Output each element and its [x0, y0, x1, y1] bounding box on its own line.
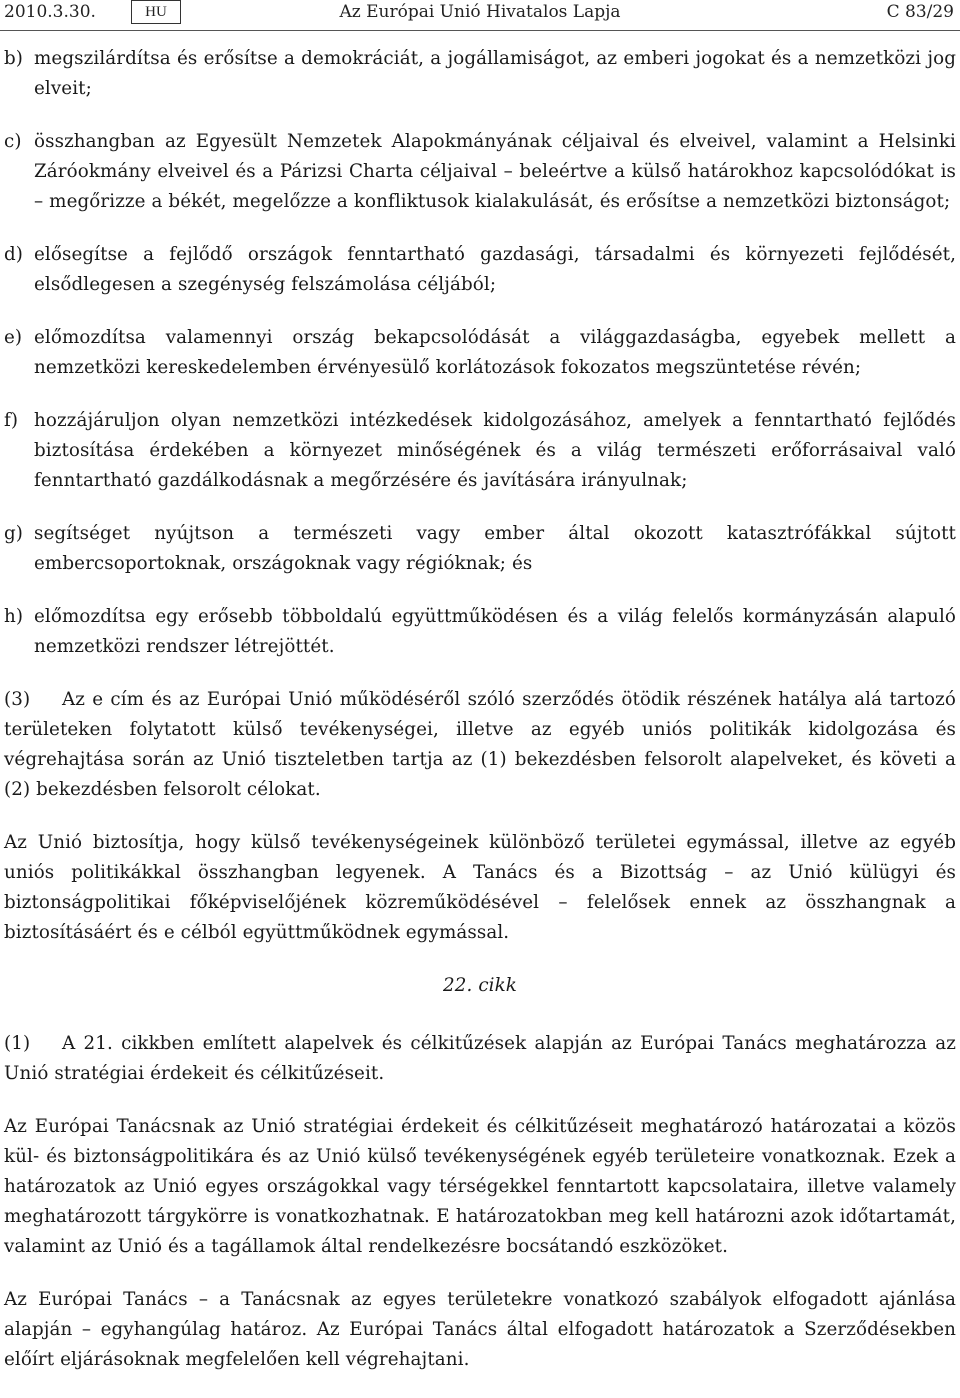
list-item-label: e) [4, 327, 23, 348]
list-item-text: előmozdítsa egy erősebb többoldalú együttműködésen és a világ felelős kormányzásán alapuló nemzetközi rendszer létrejöttét. [34, 606, 956, 657]
paragraph-3-continued: Az Unió biztosítja, hogy külső tevékenységeinek különböző területei egymással, illetve az egyéb uniós politikákkal összhangban legyenek. A Tanács és a Bizottság – az Unió külügyi és biztonságpolitikai főképviselőjének közreműködésével – felelősek ennek az összhangnak a biztosításáért és e célból együttműködnek egymással. [4, 832, 956, 943]
list-item-label: d) [4, 244, 24, 265]
list-item-text: előmozdítsa valamennyi ország bekapcsolódását a világgazdaságba, egyebek mellett a nemzetközi kereskedelemben érvényesülő korlátozások fokozatos megszüntetése révén; [34, 327, 956, 378]
paragraph-text: Az e cím és az Európai Unió működéséről szóló szerződés ötödik részének hatálya alá tartozó területeken folytatott külső tevékenységei, illetve az egyéb uniós politikák kidolgozása és végrehajtása során az Unió tiszteletben tartja az (1) bekezdésben felsorolt alapelveket, és követi a (2) bekezdésben felsorolt célokat. [4, 689, 956, 800]
list-item-text: megszilárdítsa és erősítse a demokráciát, a jogállamiságot, az emberi jogokat és a nemzetközi jog elveit; [34, 48, 956, 99]
list-item [4, 519, 956, 579]
journal-title: Az Európai Unió Hivatalos Lapja [339, 2, 621, 22]
document-body [4, 44, 956, 1398]
list-item [4, 127, 956, 217]
paragraph-3 [4, 685, 956, 805]
article-title: 22. cikk [443, 975, 517, 996]
page-header [0, 0, 960, 30]
language-badge: HU [131, 0, 181, 24]
article-paragraph-2: Az Európai Tanácsnak az Unió stratégiai érdekeit és célkitűzéseit meghatározó határozatai a közös kül- és biztonságpolitikára és az Unió külső tevékenységének egyéb területeire vonatkoznak. Ezek a határozatok az Unió egyes országokkal vagy térségekkel fenntartott kapcsolataira, illetve valamely meghatározott tárgykörre is vonatkozhatnak. E határozatokban meg kell határozni azok időtartamát, valamint az Unió és a tagállamok által rendelkezésre bocsátandó eszközöket. [4, 1116, 956, 1257]
list-item [4, 240, 956, 300]
list-item-label: g) [4, 523, 24, 544]
list-item-label: h) [4, 606, 24, 627]
page-reference: C 83/29 [886, 2, 954, 22]
list-item-text: elősegítse a fejlődő országok fenntartható gazdasági, társadalmi és környezeti fejlődését, elsődlegesen a szegénység felszámolása céljából; [34, 244, 956, 295]
publication-date: 2010.3.30. [4, 2, 96, 22]
article-paragraph-1 [4, 1029, 956, 1089]
list-item [4, 602, 956, 662]
article-paragraph-3: Az Európai Tanács – a Tanácsnak az egyes területekre vonatkozó szabályok elfogadott ajánlása alapján – egyhangúlag határoz. Az Európai Tanács által elfogadott határozatok a Szerződésekben előírt eljárásoknak megfelelően kell végrehajtani. [4, 1289, 956, 1370]
list-item-text: segítséget nyújtson a természeti vagy ember által okozott katasztrófákkal sújtott embercsoportoknak, országoknak vagy régióknak; és [34, 523, 956, 574]
list-item [4, 323, 956, 383]
paragraph-number: (3) [4, 689, 31, 710]
paragraph-text: A 21. cikkben említett alapelvek és célkitűzések alapján az Európai Tanács meghatározza az Unió stratégiai érdekeit és célkitűzéseit. [4, 1033, 956, 1084]
list-item [4, 406, 956, 496]
paragraph-number: (1) [4, 1033, 31, 1054]
list-item-label: b) [4, 48, 24, 69]
list-item-label: f) [4, 410, 19, 431]
list-item-text: hozzájáruljon olyan nemzetközi intézkedések kidolgozásához, amelyek a fenntartható fejlődés biztosítása érdekében a környezet minőségének és a világ természeti erőforrásaival való fenntartható gazdálkodásnak a megőrzésére és javítására irányulnak; [34, 410, 956, 491]
list-item [4, 44, 956, 104]
list-item-label: c) [4, 131, 22, 152]
list-item-text: összhangban az Egyesült Nemzetek Alapokmányának céljaival és elveivel, valamint a Helsinki Záróokmány elveivel és a Párizsi Charta céljaival – beleértve a külső határokhoz kapcsolódókat is – megőrizze a békét, megelőzze a konfliktusok kialakulását, és erősítse a nemzetközi biztonságot; [34, 131, 956, 212]
header-divider [0, 30, 960, 31]
